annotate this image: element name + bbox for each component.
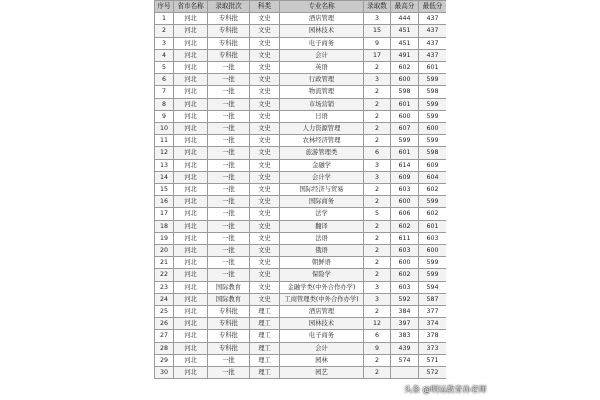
cell-province: 河北 xyxy=(174,37,208,49)
cell-province: 河北 xyxy=(174,62,208,74)
cell-major: 酒店管理 xyxy=(280,13,364,25)
cell-category: 文史 xyxy=(250,135,280,147)
cell-batch: 一批 xyxy=(208,123,250,135)
cell-admitted-count: 2 xyxy=(364,135,391,147)
cell-min-score: 437 xyxy=(419,37,447,49)
cell-admitted-count: 15 xyxy=(364,25,391,37)
cell-max-score: 601 xyxy=(391,147,419,159)
cell-min-score: 587 xyxy=(419,293,447,305)
cell-major: 人力资源管理 xyxy=(280,123,364,135)
cell-min-score: 598 xyxy=(419,147,447,159)
cell-admitted-count: 2 xyxy=(364,232,391,244)
cell-index: 14 xyxy=(155,171,174,183)
cell-major: 行政管理 xyxy=(280,74,364,86)
cell-index: 16 xyxy=(155,196,174,208)
cell-index: 17 xyxy=(155,208,174,220)
cell-batch: 国际教育 xyxy=(208,281,250,293)
table-row xyxy=(155,159,447,171)
table-row xyxy=(155,171,447,183)
table-row xyxy=(155,123,447,135)
cell-major: 国际经济与贸易 xyxy=(280,184,364,196)
cell-batch: 专科批 xyxy=(208,13,250,25)
cell-max-score: 451 xyxy=(391,25,419,37)
cell-max-score: 602 xyxy=(391,269,419,281)
cell-province: 河北 xyxy=(174,354,208,366)
cell-min-score: 437 xyxy=(419,25,447,37)
cell-admitted-count: 2 xyxy=(364,269,391,281)
header-max-score: 最高分 xyxy=(391,1,419,13)
cell-index: 9 xyxy=(155,110,174,122)
cell-province: 河北 xyxy=(174,281,208,293)
cell-province: 河北 xyxy=(174,110,208,122)
cell-batch: 一批 xyxy=(208,62,250,74)
cell-admitted-count: 6 xyxy=(364,147,391,159)
cell-major: 金融学 xyxy=(280,159,364,171)
cell-category: 文史 xyxy=(250,159,280,171)
cell-category: 文史 xyxy=(250,74,280,86)
cell-max-score: 603 xyxy=(391,281,419,293)
cell-min-score: 598 xyxy=(419,86,447,98)
cell-admitted-count: 3 xyxy=(364,13,391,25)
cell-province: 河北 xyxy=(174,220,208,232)
cell-index: 10 xyxy=(155,123,174,135)
cell-major: 农林经济管理 xyxy=(280,135,364,147)
table-row xyxy=(155,257,447,269)
cell-province: 河北 xyxy=(174,208,208,220)
cell-max-score: 439 xyxy=(391,342,419,354)
cell-category: 文史 xyxy=(250,25,280,37)
cell-min-score: 599 xyxy=(419,196,447,208)
cell-min-score: 572 xyxy=(419,367,447,379)
cell-major: 国际商务 xyxy=(280,196,364,208)
cell-category: 文史 xyxy=(250,110,280,122)
cell-index: 2 xyxy=(155,25,174,37)
cell-admitted-count: 3 xyxy=(364,293,391,305)
table-row xyxy=(155,330,447,342)
table-row xyxy=(155,110,447,122)
cell-min-score: 604 xyxy=(419,171,447,183)
cell-major: 会计学 xyxy=(280,171,364,183)
cell-index: 3 xyxy=(155,37,174,49)
cell-max-score: 602 xyxy=(391,220,419,232)
cell-major: 法语 xyxy=(280,232,364,244)
cell-admitted-count: 2 xyxy=(364,220,391,232)
cell-province: 河北 xyxy=(174,257,208,269)
cell-admitted-count: 9 xyxy=(364,37,391,49)
cell-index: 12 xyxy=(155,147,174,159)
table-row xyxy=(155,62,447,74)
cell-batch: 专科批 xyxy=(208,306,250,318)
cell-major: 园艺 xyxy=(280,367,364,379)
cell-index: 13 xyxy=(155,159,174,171)
table-row xyxy=(155,25,447,37)
cell-admitted-count: 6 xyxy=(364,330,391,342)
cell-province: 河北 xyxy=(174,232,208,244)
cell-admitted-count: 3 xyxy=(364,171,391,183)
cell-major: 英语 xyxy=(280,62,364,74)
header-major: 专业名称 xyxy=(280,1,364,13)
table-row xyxy=(155,13,447,25)
cell-min-score: 601 xyxy=(419,62,447,74)
cell-batch: 专科批 xyxy=(208,330,250,342)
cell-batch: 一批 xyxy=(208,354,250,366)
table-row xyxy=(155,98,447,110)
cell-max-score: 611 xyxy=(391,232,419,244)
table-row xyxy=(155,220,447,232)
cell-admitted-count: 3 xyxy=(364,159,391,171)
cell-major: 翻译 xyxy=(280,220,364,232)
cell-max-score: 600 xyxy=(391,74,419,86)
cell-max-score: 491 xyxy=(391,49,419,61)
cell-min-score: 378 xyxy=(419,330,447,342)
cell-max-score: 592 xyxy=(391,293,419,305)
cell-max-score: 451 xyxy=(391,37,419,49)
table-row xyxy=(155,49,447,61)
cell-province: 河北 xyxy=(174,25,208,37)
table-row xyxy=(155,37,447,49)
cell-max-score: 574 xyxy=(391,354,419,366)
cell-min-score: 601 xyxy=(419,220,447,232)
cell-category: 文史 xyxy=(250,62,280,74)
table-row xyxy=(155,269,447,281)
cell-admitted-count: 17 xyxy=(364,49,391,61)
cell-province: 河北 xyxy=(174,269,208,281)
cell-category: 文史 xyxy=(250,37,280,49)
table-row xyxy=(155,354,447,366)
cell-category: 文史 xyxy=(250,49,280,61)
cell-batch: 一批 xyxy=(208,110,250,122)
cell-min-score: 599 xyxy=(419,135,447,147)
cell-major: 旅游管理类 xyxy=(280,147,364,159)
cell-admitted-count: 5 xyxy=(364,208,391,220)
cell-batch: 一批 xyxy=(208,159,250,171)
cell-index: 26 xyxy=(155,318,174,330)
cell-min-score: 609 xyxy=(419,159,447,171)
cell-major: 园林 xyxy=(280,354,364,366)
cell-max-score: 603 xyxy=(391,245,419,257)
cell-major: 保险学 xyxy=(280,269,364,281)
table-row xyxy=(155,293,447,305)
cell-max-score: 384 xyxy=(391,306,419,318)
cell-max-score: 607 xyxy=(391,123,419,135)
cell-admitted-count: 3 xyxy=(364,281,391,293)
cell-province: 河北 xyxy=(174,330,208,342)
cell-major: 朝鲜语 xyxy=(280,257,364,269)
cell-min-score: 437 xyxy=(419,13,447,25)
table-row xyxy=(155,208,447,220)
cell-max-score: 444 xyxy=(391,13,419,25)
cell-major: 日语 xyxy=(280,110,364,122)
cell-max-score xyxy=(391,367,419,379)
cell-batch: 一批 xyxy=(208,232,250,244)
cell-admitted-count: 2 xyxy=(364,86,391,98)
cell-batch: 一批 xyxy=(208,257,250,269)
cell-category: 文史 xyxy=(250,123,280,135)
cell-province: 河北 xyxy=(174,306,208,318)
cell-province: 河北 xyxy=(174,245,208,257)
cell-batch: 国际教育 xyxy=(208,293,250,305)
cell-batch: 一批 xyxy=(208,147,250,159)
cell-index: 6 xyxy=(155,74,174,86)
cell-admitted-count: 9 xyxy=(364,342,391,354)
table-row xyxy=(155,74,447,86)
cell-batch: 一批 xyxy=(208,74,250,86)
cell-major: 物流管理 xyxy=(280,86,364,98)
cell-category: 文史 xyxy=(250,147,280,159)
table-row xyxy=(155,245,447,257)
cell-index: 25 xyxy=(155,306,174,318)
cell-admitted-count: 2 xyxy=(364,196,391,208)
cell-category: 理工 xyxy=(250,330,280,342)
cell-batch: 一批 xyxy=(208,269,250,281)
cell-major: 工商管理类(中外合作办学) xyxy=(280,293,364,305)
cell-index: 19 xyxy=(155,232,174,244)
cell-max-score: 600 xyxy=(391,196,419,208)
cell-admitted-count: 12 xyxy=(364,318,391,330)
cell-category: 理工 xyxy=(250,367,280,379)
cell-province: 河北 xyxy=(174,159,208,171)
cell-batch: 专科批 xyxy=(208,49,250,61)
cell-min-score: 373 xyxy=(419,342,447,354)
cell-admitted-count: 2 xyxy=(364,367,391,379)
cell-index: 27 xyxy=(155,330,174,342)
cell-category: 理工 xyxy=(250,342,280,354)
cell-batch: 一批 xyxy=(208,245,250,257)
cell-min-score: 599 xyxy=(419,98,447,110)
cell-min-score: 599 xyxy=(419,74,447,86)
cell-index: 30 xyxy=(155,367,174,379)
cell-batch: 一批 xyxy=(208,135,250,147)
cell-category: 文史 xyxy=(250,220,280,232)
cell-province: 河北 xyxy=(174,98,208,110)
cell-major: 金融学类(中外合作办学) xyxy=(280,281,364,293)
cell-province: 河北 xyxy=(174,147,208,159)
header-category: 科类 xyxy=(250,1,280,13)
cell-index: 29 xyxy=(155,354,174,366)
cell-index: 7 xyxy=(155,86,174,98)
cell-index: 23 xyxy=(155,281,174,293)
cell-min-score: 594 xyxy=(419,281,447,293)
cell-batch: 一批 xyxy=(208,208,250,220)
cell-index: 4 xyxy=(155,49,174,61)
cell-index: 21 xyxy=(155,257,174,269)
header-province: 省市名称 xyxy=(174,1,208,13)
cell-category: 文史 xyxy=(250,245,280,257)
cell-province: 河北 xyxy=(174,367,208,379)
cell-major: 法学 xyxy=(280,208,364,220)
cell-index: 20 xyxy=(155,245,174,257)
cell-province: 河北 xyxy=(174,123,208,135)
table-row xyxy=(155,342,447,354)
cell-category: 文史 xyxy=(250,196,280,208)
cell-index: 8 xyxy=(155,98,174,110)
cell-admitted-count: 2 xyxy=(364,110,391,122)
cell-category: 理工 xyxy=(250,306,280,318)
cell-major: 酒店管理 xyxy=(280,306,364,318)
cell-batch: 专科批 xyxy=(208,25,250,37)
table-row xyxy=(155,147,447,159)
cell-province: 河北 xyxy=(174,342,208,354)
header-min-score: 最低分 xyxy=(419,1,447,13)
cell-min-score: 571 xyxy=(419,354,447,366)
cell-max-score: 383 xyxy=(391,330,419,342)
cell-min-score: 377 xyxy=(419,306,447,318)
cell-province: 河北 xyxy=(174,49,208,61)
cell-admitted-count: 2 xyxy=(364,123,391,135)
cell-index: 24 xyxy=(155,293,174,305)
cell-category: 理工 xyxy=(250,318,280,330)
cell-min-score: 602 xyxy=(419,184,447,196)
cell-batch: 专科批 xyxy=(208,318,250,330)
cell-major: 市场营销 xyxy=(280,98,364,110)
cell-batch: 一批 xyxy=(208,184,250,196)
cell-province: 河北 xyxy=(174,74,208,86)
cell-admitted-count: 2 xyxy=(364,98,391,110)
table-header-row xyxy=(155,1,447,13)
table-row xyxy=(155,135,447,147)
table-row xyxy=(155,232,447,244)
header-index: 序号 xyxy=(155,1,174,13)
cell-admitted-count: 2 xyxy=(364,257,391,269)
cell-province: 河北 xyxy=(174,171,208,183)
cell-min-score: 602 xyxy=(419,208,447,220)
cell-max-score: 600 xyxy=(391,257,419,269)
cell-category: 文史 xyxy=(250,232,280,244)
header-batch: 录取批次 xyxy=(208,1,250,13)
admission-scores-table xyxy=(154,0,446,379)
cell-province: 河北 xyxy=(174,86,208,98)
cell-major: 俄语 xyxy=(280,245,364,257)
cell-province: 河北 xyxy=(174,318,208,330)
cell-batch: 一批 xyxy=(208,98,250,110)
cell-admitted-count: 2 xyxy=(364,354,391,366)
cell-min-score: 600 xyxy=(419,245,447,257)
cell-min-score: 437 xyxy=(419,49,447,61)
cell-min-score: 599 xyxy=(419,257,447,269)
table-row xyxy=(155,196,447,208)
cell-major: 电子商务 xyxy=(280,330,364,342)
cell-max-score: 603 xyxy=(391,184,419,196)
cell-index: 22 xyxy=(155,269,174,281)
cell-index: 5 xyxy=(155,62,174,74)
cell-index: 28 xyxy=(155,342,174,354)
cell-category: 文史 xyxy=(250,269,280,281)
cell-admitted-count: 2 xyxy=(364,306,391,318)
table-row xyxy=(155,318,447,330)
cell-province: 河北 xyxy=(174,135,208,147)
cell-admitted-count: 2 xyxy=(364,62,391,74)
cell-max-score: 601 xyxy=(391,98,419,110)
cell-min-score: 603 xyxy=(419,232,447,244)
cell-max-score: 614 xyxy=(391,159,419,171)
cell-max-score: 609 xyxy=(391,171,419,183)
cell-major: 会计 xyxy=(280,49,364,61)
cell-category: 文史 xyxy=(250,208,280,220)
cell-admitted-count: 2 xyxy=(364,245,391,257)
cell-province: 河北 xyxy=(174,184,208,196)
cell-major: 园林技术 xyxy=(280,318,364,330)
cell-max-score: 397 xyxy=(391,318,419,330)
cell-category: 文史 xyxy=(250,184,280,196)
cell-admitted-count: 2 xyxy=(364,184,391,196)
header-admitted-count: 录取数 xyxy=(364,1,391,13)
cell-max-score: 598 xyxy=(391,86,419,98)
cell-category: 文史 xyxy=(250,98,280,110)
cell-category: 理工 xyxy=(250,354,280,366)
cell-category: 文史 xyxy=(250,281,280,293)
cell-max-score: 606 xyxy=(391,208,419,220)
cell-batch: 专科批 xyxy=(208,342,250,354)
table-row xyxy=(155,306,447,318)
cell-category: 文史 xyxy=(250,13,280,25)
cell-batch: 专科批 xyxy=(208,37,250,49)
cell-batch: 一批 xyxy=(208,196,250,208)
cell-max-score: 602 xyxy=(391,62,419,74)
cell-major: 电子商务 xyxy=(280,37,364,49)
cell-category: 文史 xyxy=(250,293,280,305)
cell-index: 1 xyxy=(155,13,174,25)
cell-major: 园林技术 xyxy=(280,25,364,37)
cell-category: 文史 xyxy=(250,86,280,98)
cell-max-score: 599 xyxy=(391,135,419,147)
cell-max-score: 600 xyxy=(391,110,419,122)
watermark: 头条 @明远教育孙老师 xyxy=(404,385,487,394)
cell-province: 河北 xyxy=(174,13,208,25)
cell-batch: 一批 xyxy=(208,171,250,183)
cell-major: 会计 xyxy=(280,342,364,354)
table-row xyxy=(155,367,447,379)
table-body xyxy=(155,13,447,379)
admission-table-container xyxy=(154,0,446,400)
cell-min-score: 599 xyxy=(419,269,447,281)
table-row xyxy=(155,184,447,196)
cell-category: 文史 xyxy=(250,171,280,183)
cell-admitted-count: 3 xyxy=(364,74,391,86)
cell-min-score: 599 xyxy=(419,110,447,122)
cell-index: 15 xyxy=(155,184,174,196)
cell-min-score: 374 xyxy=(419,318,447,330)
cell-index: 18 xyxy=(155,220,174,232)
cell-province: 河北 xyxy=(174,196,208,208)
cell-batch: 一批 xyxy=(208,220,250,232)
cell-batch: 一批 xyxy=(208,86,250,98)
table-row xyxy=(155,86,447,98)
cell-batch: 一批 xyxy=(208,367,250,379)
cell-min-score: 600 xyxy=(419,123,447,135)
cell-province: 河北 xyxy=(174,293,208,305)
table-row xyxy=(155,281,447,293)
cell-index: 11 xyxy=(155,135,174,147)
cell-category: 文史 xyxy=(250,257,280,269)
